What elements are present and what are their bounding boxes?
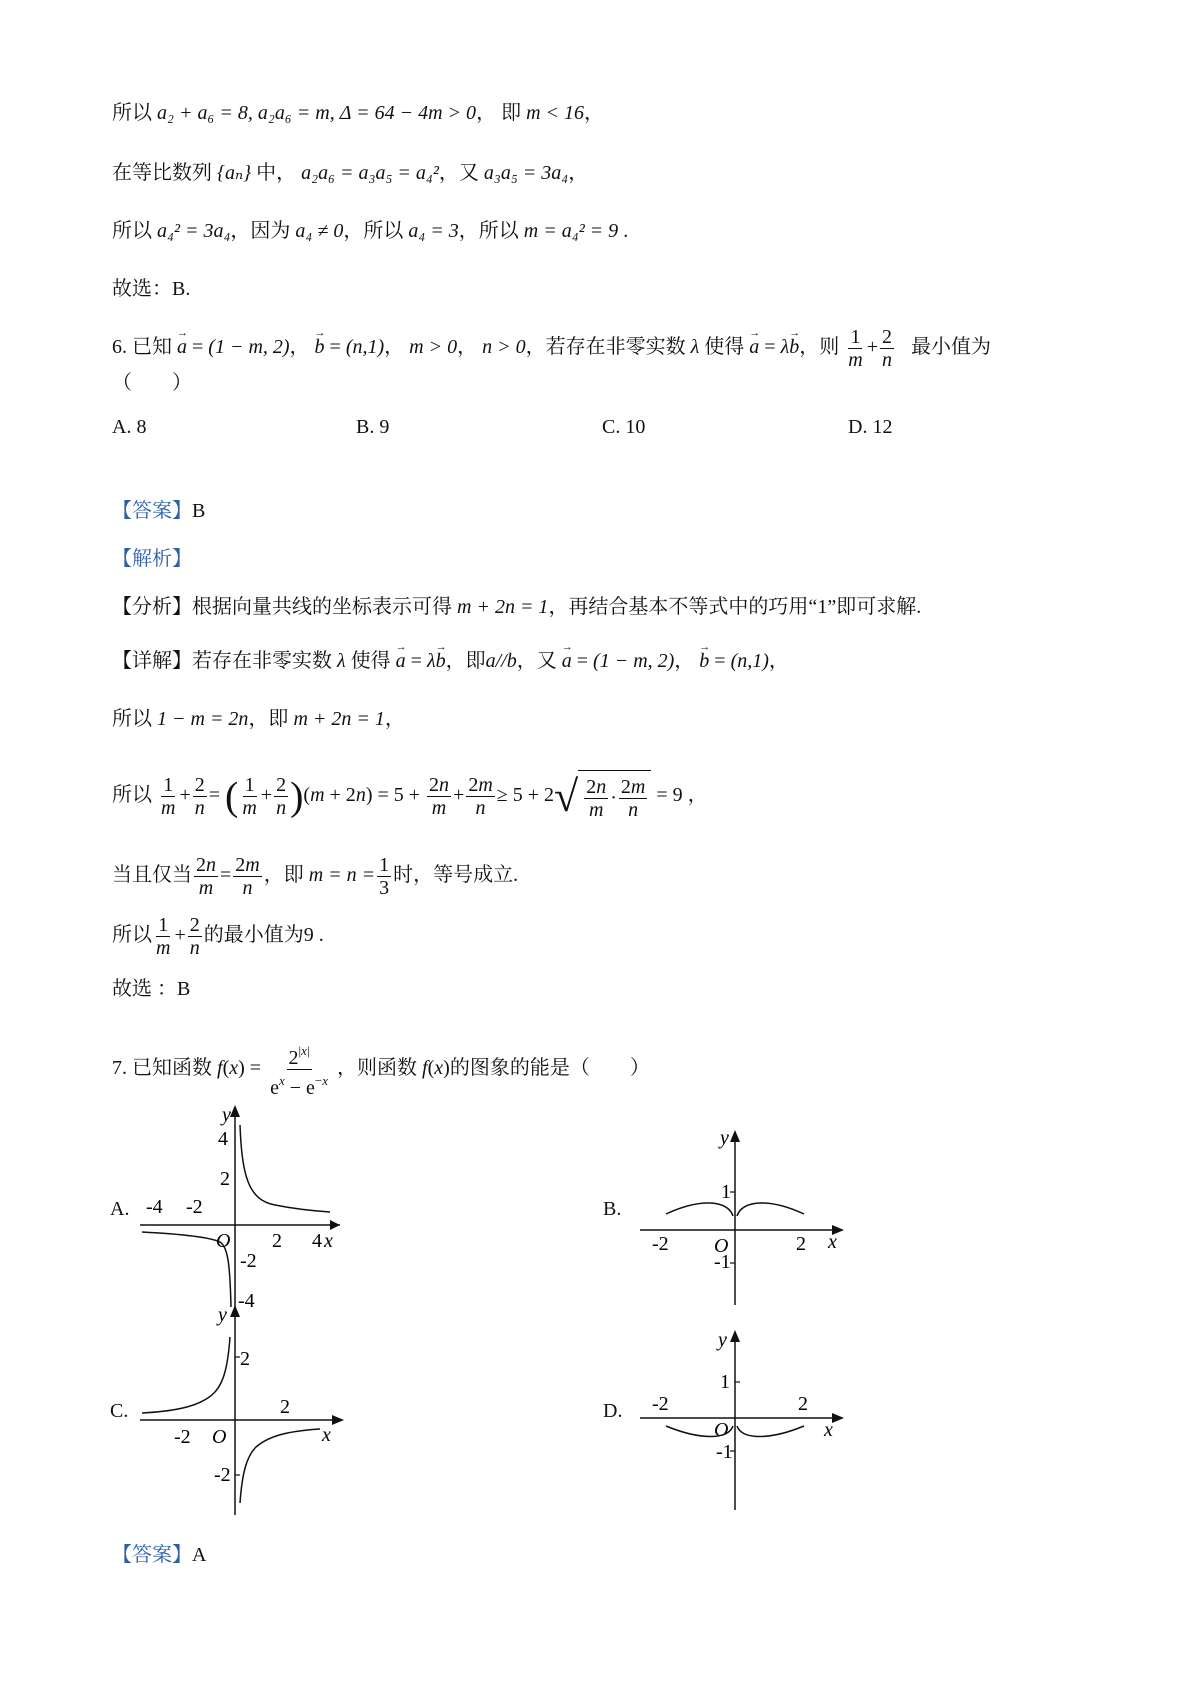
line-sum-product xyxy=(112,98,604,128)
text: ， xyxy=(476,102,497,124)
math-eq: a₃a₅ = 3a₄ xyxy=(483,162,569,184)
text: ，即 xyxy=(445,650,486,672)
svg-text:4: 4 xyxy=(312,1230,322,1252)
svg-text:y: y xyxy=(218,1305,227,1326)
text: 即 xyxy=(501,102,522,124)
svg-text:2: 2 xyxy=(798,1393,808,1415)
choose-b-6: 故选 ：B xyxy=(112,978,191,1000)
math-result: m < 16 xyxy=(526,102,585,124)
math-lambda: λ xyxy=(690,336,700,359)
text: 7. 已知函数 xyxy=(112,1057,212,1080)
option-d: D. 12 xyxy=(848,416,893,438)
graph-label-c: C. xyxy=(110,1400,129,1422)
option-b: B. 9 xyxy=(356,416,390,438)
svg-text:2: 2 xyxy=(272,1230,282,1252)
vector-b: → b xyxy=(315,332,325,362)
option-c: C. 10 xyxy=(602,416,646,438)
svg-text:-4: -4 xyxy=(238,1290,255,1312)
math-b-def: (n,1) xyxy=(345,336,385,359)
text: . xyxy=(618,220,629,242)
svg-text:x: x xyxy=(824,1419,833,1441)
answer-value: A xyxy=(192,1544,207,1566)
math-seq: {aₙ} xyxy=(217,162,252,184)
text: 在等比数列 xyxy=(112,162,212,184)
math-eq: m = a₄² = 9 xyxy=(523,220,619,242)
graph-b xyxy=(640,1130,850,1305)
answer-tag: 【答案】 xyxy=(112,500,192,522)
svg-text:-1: -1 xyxy=(714,1251,731,1273)
vector-a: → a xyxy=(749,332,759,362)
math-condition: a₂ + a₆ = 8, a₂a₆ = m, Δ = 64 − 4m > 0 xyxy=(157,102,477,124)
step-3: 当且仅当 $\frac{2n}{m}$ = $\frac{2m}{n}$ ，即 m = n = $\frac{1}{3}$ 时，等号成立. xyxy=(112,853,519,899)
svg-text:1: 1 xyxy=(721,1181,731,1203)
choose-b-5: 故选：B. xyxy=(112,278,191,300)
text: 所以 xyxy=(112,708,152,730)
text: ， xyxy=(584,102,605,124)
vector-b: → b xyxy=(789,332,799,362)
graph-label-b: B. xyxy=(603,1198,622,1220)
math-a-def: (1 − m, 2) xyxy=(593,650,675,672)
math-eq: a₄² = 3a₄ xyxy=(157,220,231,242)
text: ，所以 xyxy=(458,220,519,242)
graph-label-a: A. xyxy=(110,1198,130,1220)
svg-text:y: y xyxy=(222,1105,231,1126)
math-cond: m > 0 xyxy=(409,336,458,359)
math-eq: a₄ = 3 xyxy=(408,220,459,242)
text: 的图象的能是（ ） xyxy=(449,1057,650,1080)
option-a: A. 8 xyxy=(112,416,147,438)
question-6: 6. 已知 → a = (1 − m, 2)， → b = (n,1)， m > 0， n > 0，若存在非零实数 λ 使得 → a = λ→ b，则 $\frac{1}{m}$ + $\frac{2}{n}$ 最小值为 xyxy=(112,326,991,371)
text: 9 xyxy=(303,924,314,946)
text: 时，等号成立. xyxy=(393,864,519,886)
svg-text:x: x xyxy=(828,1231,837,1253)
answer-value: B xyxy=(192,500,206,522)
math-cond: n > 0 xyxy=(482,336,526,359)
text: 【分析】 xyxy=(112,596,192,618)
text: ，即 xyxy=(248,708,289,730)
text: 中， xyxy=(256,162,297,184)
line-a4 xyxy=(112,216,628,246)
svg-text:y: y xyxy=(718,1330,727,1351)
svg-text:2: 2 xyxy=(280,1396,290,1418)
text: ， xyxy=(384,708,405,730)
svg-text:y: y xyxy=(720,1130,729,1149)
svg-text:-2: -2 xyxy=(186,1196,203,1218)
text: . xyxy=(313,924,324,946)
step-4: 所以 $\frac{1}{m}$ + $\frac{2}{n}$ 的最小值为9 . xyxy=(112,913,324,959)
math-a-def: (1 − m, 2) xyxy=(208,336,290,359)
svg-text:2: 2 xyxy=(796,1233,806,1255)
question-6-paren: （ ） xyxy=(112,372,192,394)
text: 使得 xyxy=(350,650,391,672)
text: ，所以 xyxy=(343,220,404,242)
svg-text:-1: -1 xyxy=(716,1441,733,1463)
step-1 xyxy=(112,704,405,734)
text: 根据向量共线的坐标表示可得 xyxy=(192,596,452,618)
text: 所以 xyxy=(112,102,152,124)
svg-text:-2: -2 xyxy=(652,1233,669,1255)
svg-text:-2: -2 xyxy=(174,1426,191,1448)
math-eq: 1 − m = 2n xyxy=(157,708,249,730)
svg-text:4: 4 xyxy=(218,1128,228,1150)
jiexi-tag: 【解析】 xyxy=(112,548,192,570)
math-eq: a₄ ≠ 0 xyxy=(295,220,344,242)
text: 当且仅当 xyxy=(112,864,192,886)
svg-text:2: 2 xyxy=(220,1168,230,1190)
svg-text:x: x xyxy=(324,1230,333,1252)
answer-7 xyxy=(112,1540,206,1570)
text: 最小值为 xyxy=(910,336,991,359)
fraction: $\frac{1}{m}$ xyxy=(848,326,863,371)
graph-c xyxy=(140,1305,350,1515)
math-eq: m + 2n = 1 xyxy=(293,708,385,730)
step-2: 所以 $\frac{1}{m}$ + $\frac{2}{n}$ = ( $\frac{1}{m}$ + $\frac{2}{n}$ )(m + 2n) = 5 + $\frac{2n}{m}$ + $\frac{2m}{n}$ ≥ 5 + 2 √ $\frac{2n}{m}$ · $\frac{2m}{n}$ = 9 ， xyxy=(112,770,708,823)
text: ，则 xyxy=(799,336,840,359)
math-b-def: (n,1) xyxy=(730,650,769,672)
fenxi xyxy=(112,592,921,622)
svg-text:O: O xyxy=(714,1419,729,1441)
text: ，再结合基本不等式中的巧用“1”即可求解. xyxy=(548,596,922,618)
svg-text:-2: -2 xyxy=(652,1393,669,1415)
text: 若存在非零实数 xyxy=(192,650,332,672)
text: 所以 xyxy=(112,220,152,242)
text: 所以 xyxy=(112,784,152,807)
fraction: $\frac{2^{|x|}}{e^x - e^{-x}}$ xyxy=(268,1040,330,1099)
svg-text:-2: -2 xyxy=(214,1464,231,1486)
graph-a xyxy=(140,1105,360,1315)
text: ，则函数 xyxy=(337,1057,418,1080)
text: 【详解】 xyxy=(112,650,192,672)
math-eq: m + 2n = 1 xyxy=(457,596,549,618)
vector-a: → a xyxy=(177,332,187,362)
line-geometric-seq xyxy=(112,158,588,188)
svg-text:O: O xyxy=(714,1235,729,1257)
answer-tag: 【答案】 xyxy=(112,1544,192,1566)
svg-text:O: O xyxy=(212,1426,227,1448)
text: 6. 已知 xyxy=(112,336,172,359)
text: ，又 xyxy=(516,650,557,672)
xiangjie: 【详解】若存在非零实数 λ 使得 → a = λ→ b，即a//b，又 → a = (1 − m, 2)， → b = (n,1)， xyxy=(112,646,789,676)
text: ，即 xyxy=(263,864,304,886)
svg-text:-4: -4 xyxy=(146,1196,163,1218)
question-7: 7. 已知函数 f(x) = $\frac{2^{|x|}}{e^x - e^{-x}}$ ，则函数 f(x)的图象的能是（ ） xyxy=(112,1040,650,1099)
svg-text:2: 2 xyxy=(240,1348,250,1370)
svg-text:1: 1 xyxy=(720,1371,730,1393)
graph-d xyxy=(640,1330,850,1510)
svg-text:-2: -2 xyxy=(240,1250,257,1272)
math-eq: a₂a₆ = a₃a₅ = a₄² xyxy=(301,162,439,184)
text: ，因为 xyxy=(230,220,291,242)
graph-label-d: D. xyxy=(603,1400,623,1422)
svg-text:x: x xyxy=(322,1424,331,1446)
text: 使得 xyxy=(704,336,745,359)
text: ， xyxy=(768,650,789,672)
text: ，又 xyxy=(438,162,479,184)
svg-text:O: O xyxy=(216,1230,231,1252)
text: ，若存在非零实数 xyxy=(525,336,686,359)
text: 所以 xyxy=(112,924,152,946)
answer-6 xyxy=(112,496,205,526)
text: 的最小值为 xyxy=(203,924,304,946)
fraction: $\frac{2}{n}$ xyxy=(881,326,892,371)
math-eq: m = n = xyxy=(308,864,376,886)
text: ， xyxy=(568,162,589,184)
